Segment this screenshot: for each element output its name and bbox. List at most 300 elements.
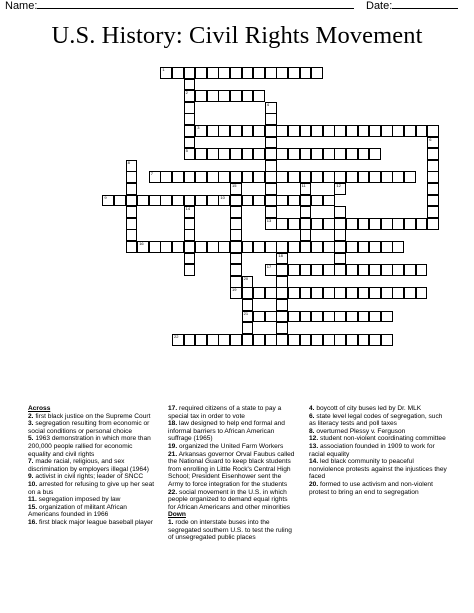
grid-cell[interactable]	[300, 206, 312, 218]
grid-cell[interactable]	[300, 229, 312, 241]
clue-number: 8.	[309, 427, 315, 435]
grid-cell[interactable]	[369, 287, 381, 299]
grid-cell[interactable]	[253, 195, 265, 207]
grid-cell[interactable]	[311, 287, 323, 299]
grid-cell[interactable]	[265, 311, 277, 323]
grid-cell[interactable]	[288, 264, 300, 276]
grid-cell[interactable]	[126, 206, 138, 218]
grid-cell[interactable]	[323, 125, 335, 137]
grid-cell[interactable]	[311, 195, 323, 207]
clue-number: 16	[139, 241, 144, 246]
grid-cell[interactable]	[242, 171, 254, 183]
grid-cell[interactable]	[300, 334, 312, 346]
grid-cell[interactable]	[184, 264, 196, 276]
grid-cell[interactable]	[300, 125, 312, 137]
clue-number: 1	[162, 67, 165, 72]
grid-cell[interactable]	[416, 125, 428, 137]
grid-cell[interactable]	[218, 148, 230, 160]
grid-cell[interactable]	[346, 218, 358, 230]
grid-cell[interactable]	[184, 229, 196, 241]
clue-column-1	[28, 405, 156, 527]
grid-cell[interactable]	[323, 171, 335, 183]
grid-cell[interactable]	[265, 102, 277, 114]
grid-cell[interactable]	[276, 311, 288, 323]
grid-cell[interactable]	[334, 218, 346, 230]
grid-cell[interactable]	[427, 171, 439, 183]
grid-cell[interactable]	[265, 160, 277, 172]
clue-item	[168, 519, 296, 542]
grid-cell[interactable]	[358, 311, 370, 323]
grid-cell[interactable]	[230, 264, 242, 276]
grid-cell[interactable]	[265, 137, 277, 149]
grid-cell[interactable]	[242, 311, 254, 323]
grid-cell[interactable]	[288, 218, 300, 230]
grid-cell[interactable]	[300, 183, 312, 195]
grid-cell[interactable]	[300, 264, 312, 276]
grid-cell[interactable]	[172, 171, 184, 183]
grid-cell[interactable]	[334, 287, 346, 299]
grid-cell[interactable]	[242, 276, 254, 288]
grid-cell[interactable]	[184, 67, 196, 79]
grid-cell[interactable]	[253, 334, 265, 346]
grid-cell[interactable]	[381, 241, 393, 253]
grid-cell[interactable]	[253, 90, 265, 102]
grid-cell[interactable]	[230, 171, 242, 183]
grid-cell[interactable]	[160, 195, 172, 207]
grid-cell[interactable]	[126, 160, 138, 172]
grid-cell[interactable]	[242, 90, 254, 102]
grid-cell[interactable]	[230, 241, 242, 253]
grid-cell[interactable]	[381, 264, 393, 276]
grid-cell[interactable]	[276, 67, 288, 79]
clue-text: arrested for refusing to give up her seat on a bus	[28, 480, 155, 496]
grid-cell[interactable]	[392, 171, 404, 183]
clue-number: 15.	[28, 503, 38, 511]
clue-item	[168, 405, 296, 420]
grid-cell[interactable]	[346, 148, 358, 160]
grid-cell[interactable]	[311, 334, 323, 346]
grid-cell[interactable]	[369, 218, 381, 230]
grid-cell[interactable]	[276, 299, 288, 311]
grid-cell[interactable]	[300, 171, 312, 183]
grid-cell[interactable]	[404, 125, 416, 137]
grid-cell[interactable]	[381, 287, 393, 299]
grid-cell[interactable]	[207, 148, 219, 160]
grid-cell[interactable]	[230, 229, 242, 241]
grid-cell[interactable]	[184, 171, 196, 183]
grid-cell[interactable]	[369, 334, 381, 346]
grid-cell[interactable]	[427, 206, 439, 218]
grid-cell[interactable]	[253, 67, 265, 79]
grid-cell[interactable]	[358, 334, 370, 346]
grid-cell[interactable]	[288, 287, 300, 299]
grid-cell[interactable]	[195, 241, 207, 253]
grid-cell[interactable]	[207, 125, 219, 137]
grid-cell[interactable]	[369, 171, 381, 183]
grid-cell[interactable]	[230, 276, 242, 288]
clue-text: social movement in the U.S. in which people organized to demand equal rights for African Americans and other minorities	[168, 488, 291, 511]
clue-number: 9.	[28, 473, 34, 481]
grid-cell[interactable]	[184, 113, 196, 125]
clue-item	[309, 405, 449, 413]
grid-cell[interactable]	[230, 90, 242, 102]
grid-cell[interactable]	[427, 195, 439, 207]
grid-cell[interactable]	[369, 125, 381, 137]
grid-cell[interactable]	[369, 148, 381, 160]
grid-cell[interactable]	[230, 67, 242, 79]
clue-column-2	[168, 405, 296, 542]
grid-cell[interactable]	[242, 148, 254, 160]
grid-cell[interactable]	[358, 287, 370, 299]
grid-cell[interactable]	[416, 218, 428, 230]
grid-cell[interactable]	[184, 79, 196, 91]
grid-cell[interactable]	[126, 229, 138, 241]
grid-cell[interactable]	[242, 195, 254, 207]
grid-cell[interactable]	[184, 102, 196, 114]
grid-cell[interactable]	[346, 287, 358, 299]
grid-cell[interactable]	[334, 311, 346, 323]
grid-cell[interactable]	[311, 218, 323, 230]
grid-cell[interactable]	[300, 195, 312, 207]
grid-cell[interactable]	[323, 218, 335, 230]
grid-cell[interactable]	[334, 241, 346, 253]
grid-cell[interactable]	[300, 67, 312, 79]
grid-cell[interactable]	[207, 171, 219, 183]
grid-cell[interactable]	[102, 195, 114, 207]
grid-cell[interactable]	[392, 218, 404, 230]
grid-cell[interactable]	[137, 241, 149, 253]
clue-text: rode on interstate buses into the segregated southern U.S. to test the ruling of unsegregated public places	[168, 518, 292, 542]
clue-number: 22	[174, 333, 179, 339]
clue-number: 20	[243, 275, 249, 281]
grid-cell[interactable]	[369, 264, 381, 276]
grid-cell[interactable]	[242, 287, 254, 299]
grid-cell[interactable]	[427, 148, 439, 160]
grid-cell[interactable]	[276, 171, 288, 183]
grid-cell[interactable]	[126, 195, 138, 207]
clue-text: segregation resulting from economic or social conditions or personal choice	[28, 420, 150, 435]
grid-cell[interactable]	[346, 125, 358, 137]
clue-item	[309, 481, 449, 496]
grid-cell[interactable]	[311, 125, 323, 137]
grid-cell[interactable]	[207, 241, 219, 253]
grid-cell[interactable]	[334, 229, 346, 241]
clue-text: led black community to peaceful nonviolence protests against the injustices they faced	[309, 458, 447, 481]
grid-cell[interactable]	[369, 241, 381, 253]
grid-cell[interactable]	[242, 334, 254, 346]
clue-item	[28, 435, 156, 458]
grid-cell[interactable]	[300, 287, 312, 299]
grid-cell[interactable]	[392, 264, 404, 276]
grid-cell[interactable]	[126, 183, 138, 195]
clue-number: 22.	[168, 488, 178, 496]
grid-cell[interactable]	[265, 113, 277, 125]
grid-cell[interactable]	[276, 334, 288, 346]
clue-number: 14.	[309, 458, 319, 466]
grid-cell[interactable]	[276, 125, 288, 137]
grid-cell[interactable]	[253, 287, 265, 299]
grid-cell[interactable]	[381, 125, 393, 137]
grid-cell[interactable]	[358, 171, 370, 183]
grid-cell[interactable]	[288, 311, 300, 323]
grid-cell[interactable]	[323, 264, 335, 276]
clue-item	[28, 413, 156, 421]
grid-cell[interactable]	[184, 137, 196, 149]
grid-cell[interactable]	[218, 125, 230, 137]
grid-cell[interactable]	[149, 171, 161, 183]
grid-cell[interactable]	[300, 218, 312, 230]
clue-number: 16.	[28, 518, 38, 526]
grid-cell[interactable]	[230, 218, 242, 230]
grid-cell[interactable]	[346, 264, 358, 276]
grid-cell[interactable]	[265, 67, 277, 79]
grid-cell[interactable]	[265, 264, 277, 276]
grid-cell[interactable]	[276, 218, 288, 230]
clue-item	[168, 489, 296, 512]
clue-number: 2.	[28, 412, 34, 420]
grid-cell[interactable]	[276, 276, 288, 288]
grid-cell[interactable]	[126, 218, 138, 230]
grid-cell[interactable]	[288, 171, 300, 183]
grid-cell[interactable]	[242, 125, 254, 137]
grid-cell[interactable]	[416, 287, 428, 299]
grid-cell[interactable]	[288, 148, 300, 160]
clue-item	[28, 519, 156, 527]
grid-cell[interactable]	[300, 148, 312, 160]
grid-cell[interactable]	[195, 67, 207, 79]
grid-cell[interactable]	[311, 241, 323, 253]
grid-cell[interactable]	[184, 253, 196, 265]
clue-number: 21	[243, 310, 249, 316]
grid-cell[interactable]	[288, 195, 300, 207]
grid-cell[interactable]	[288, 125, 300, 137]
grid-cell[interactable]	[218, 195, 230, 207]
grid-cell[interactable]	[172, 67, 184, 79]
grid-cell[interactable]	[381, 311, 393, 323]
grid-cell[interactable]	[230, 125, 242, 137]
clue-number: 11.	[28, 496, 37, 504]
grid-cell[interactable]	[358, 218, 370, 230]
grid-cell[interactable]	[253, 148, 265, 160]
grid-cell[interactable]	[381, 171, 393, 183]
grid-cell[interactable]	[172, 334, 184, 346]
clue-number: 6	[429, 136, 432, 142]
grid-cell[interactable]	[218, 67, 230, 79]
grid-cell[interactable]	[311, 67, 323, 79]
grid-cell[interactable]	[358, 125, 370, 137]
grid-cell[interactable]	[184, 90, 196, 102]
grid-cell[interactable]	[253, 125, 265, 137]
clue-text: student non-violent coordinating committee	[320, 435, 446, 443]
grid-cell[interactable]	[184, 148, 196, 160]
grid-cell[interactable]	[218, 334, 230, 346]
grid-cell[interactable]	[276, 287, 288, 299]
grid-cell[interactable]	[334, 253, 346, 265]
clue-item	[28, 481, 156, 496]
grid-cell[interactable]	[195, 125, 207, 137]
grid-cell[interactable]	[288, 67, 300, 79]
grid-cell[interactable]	[334, 264, 346, 276]
clue-item	[28, 420, 156, 435]
clue-number: 6.	[309, 412, 315, 420]
grid-cell[interactable]	[392, 125, 404, 137]
grid-cell[interactable]	[253, 241, 265, 253]
grid-cell[interactable]	[242, 322, 254, 334]
grid-cell[interactable]	[126, 241, 138, 253]
grid-cell[interactable]	[242, 67, 254, 79]
grid-cell[interactable]	[218, 90, 230, 102]
grid-cell[interactable]	[207, 195, 219, 207]
grid-cell[interactable]	[265, 171, 277, 183]
grid-cell[interactable]	[160, 67, 172, 79]
grid-cell[interactable]	[253, 311, 265, 323]
grid-cell[interactable]	[195, 334, 207, 346]
grid-cell[interactable]	[334, 334, 346, 346]
clue-text: association founded in 1909 to work for racial equality	[309, 442, 435, 458]
grid-cell[interactable]	[427, 137, 439, 149]
grid-cell[interactable]	[242, 241, 254, 253]
grid-cell[interactable]	[195, 195, 207, 207]
grid-cell[interactable]	[265, 195, 277, 207]
grid-cell[interactable]	[276, 253, 288, 265]
grid-cell[interactable]	[172, 241, 184, 253]
grid-cell[interactable]	[311, 311, 323, 323]
grid-cell[interactable]	[126, 171, 138, 183]
grid-cell[interactable]	[334, 148, 346, 160]
grid-cell[interactable]	[416, 264, 428, 276]
grid-cell[interactable]	[300, 241, 312, 253]
grid-cell[interactable]	[288, 241, 300, 253]
grid-cell[interactable]	[323, 195, 335, 207]
grid-cell[interactable]	[195, 90, 207, 102]
grid-cell[interactable]	[288, 334, 300, 346]
grid-cell[interactable]	[334, 183, 346, 195]
grid-cell[interactable]	[207, 90, 219, 102]
grid-cell[interactable]	[195, 171, 207, 183]
grid-cell[interactable]	[381, 218, 393, 230]
grid-cell[interactable]	[323, 334, 335, 346]
grid-cell[interactable]	[358, 148, 370, 160]
grid-cell[interactable]	[404, 218, 416, 230]
grid-cell[interactable]	[323, 148, 335, 160]
grid-cell[interactable]	[334, 206, 346, 218]
grid-cell[interactable]	[218, 241, 230, 253]
grid-cell[interactable]	[392, 241, 404, 253]
grid-cell[interactable]	[323, 241, 335, 253]
grid-cell[interactable]	[276, 241, 288, 253]
grid-cell[interactable]	[114, 195, 126, 207]
clue-number: 5.	[28, 435, 34, 443]
grid-cell[interactable]	[149, 195, 161, 207]
grid-cell[interactable]	[404, 287, 416, 299]
grid-cell[interactable]	[276, 264, 288, 276]
grid-cell[interactable]	[195, 148, 207, 160]
clue-number: 7	[150, 171, 154, 177]
grid-cell[interactable]	[265, 334, 277, 346]
grid-cell[interactable]	[323, 287, 335, 299]
clue-number: 4	[266, 101, 270, 107]
grid-cell[interactable]	[230, 253, 242, 265]
grid-cell[interactable]	[265, 218, 277, 230]
grid-cell[interactable]	[404, 171, 416, 183]
grid-cell[interactable]	[265, 125, 277, 137]
clue-item	[168, 451, 296, 489]
grid-cell[interactable]	[218, 171, 230, 183]
grid-cell[interactable]	[207, 67, 219, 79]
grid-cell[interactable]	[172, 195, 184, 207]
grid-cell[interactable]	[346, 171, 358, 183]
grid-cell[interactable]	[311, 148, 323, 160]
grid-cell[interactable]	[358, 241, 370, 253]
grid-cell[interactable]	[230, 206, 242, 218]
clue-number: 11	[301, 183, 306, 188]
grid-cell[interactable]	[160, 171, 172, 183]
grid-cell[interactable]	[160, 241, 172, 253]
grid-cell[interactable]	[207, 334, 219, 346]
grid-cell[interactable]	[265, 148, 277, 160]
clue-number: 14	[185, 206, 191, 212]
grid-cell[interactable]	[184, 218, 196, 230]
grid-cell[interactable]	[334, 171, 346, 183]
grid-cell[interactable]	[184, 195, 196, 207]
grid-cell[interactable]	[311, 171, 323, 183]
grid-cell[interactable]	[265, 241, 277, 253]
clue-number: 19	[232, 287, 237, 293]
grid-cell[interactable]	[427, 125, 439, 137]
grid-cell[interactable]	[276, 148, 288, 160]
grid-cell[interactable]	[253, 171, 265, 183]
grid-cell[interactable]	[369, 311, 381, 323]
grid-cell[interactable]	[427, 160, 439, 172]
grid-cell[interactable]	[184, 206, 196, 218]
clue-item	[168, 420, 296, 443]
grid-cell[interactable]	[184, 125, 196, 137]
grid-cell[interactable]	[184, 334, 196, 346]
grid-cell[interactable]	[427, 183, 439, 195]
grid-cell[interactable]	[276, 322, 288, 334]
clue-number: 12	[336, 183, 341, 188]
grid-cell[interactable]	[346, 311, 358, 323]
grid-cell[interactable]	[230, 287, 242, 299]
grid-cell[interactable]	[311, 264, 323, 276]
grid-cell[interactable]	[346, 241, 358, 253]
page-title: U.S. History: Civil Rights Movement	[51, 22, 423, 49]
grid-cell[interactable]	[265, 206, 277, 218]
grid-cell[interactable]	[358, 264, 370, 276]
grid-cell[interactable]	[230, 334, 242, 346]
grid-cell[interactable]	[184, 241, 196, 253]
grid-cell[interactable]	[149, 241, 161, 253]
grid-cell[interactable]	[265, 183, 277, 195]
grid-cell[interactable]	[300, 311, 312, 323]
grid-cell[interactable]	[427, 218, 439, 230]
grid-cell[interactable]	[265, 287, 277, 299]
grid-cell[interactable]	[276, 195, 288, 207]
grid-cell[interactable]	[334, 125, 346, 137]
name-label: Name:	[5, 0, 38, 12]
grid-cell[interactable]	[346, 334, 358, 346]
grid-cell[interactable]	[230, 195, 242, 207]
grid-cell[interactable]	[230, 183, 242, 195]
grid-cell[interactable]	[230, 148, 242, 160]
clue-text: 1963 demonstration in which more than 200,000 people rallied for economic equality and civil rights	[28, 435, 151, 458]
grid-cell[interactable]	[242, 299, 254, 311]
grid-cell[interactable]	[323, 311, 335, 323]
grid-cell[interactable]	[137, 195, 149, 207]
grid-cell[interactable]	[381, 334, 393, 346]
grid-cell[interactable]	[404, 264, 416, 276]
grid-cell[interactable]	[392, 287, 404, 299]
